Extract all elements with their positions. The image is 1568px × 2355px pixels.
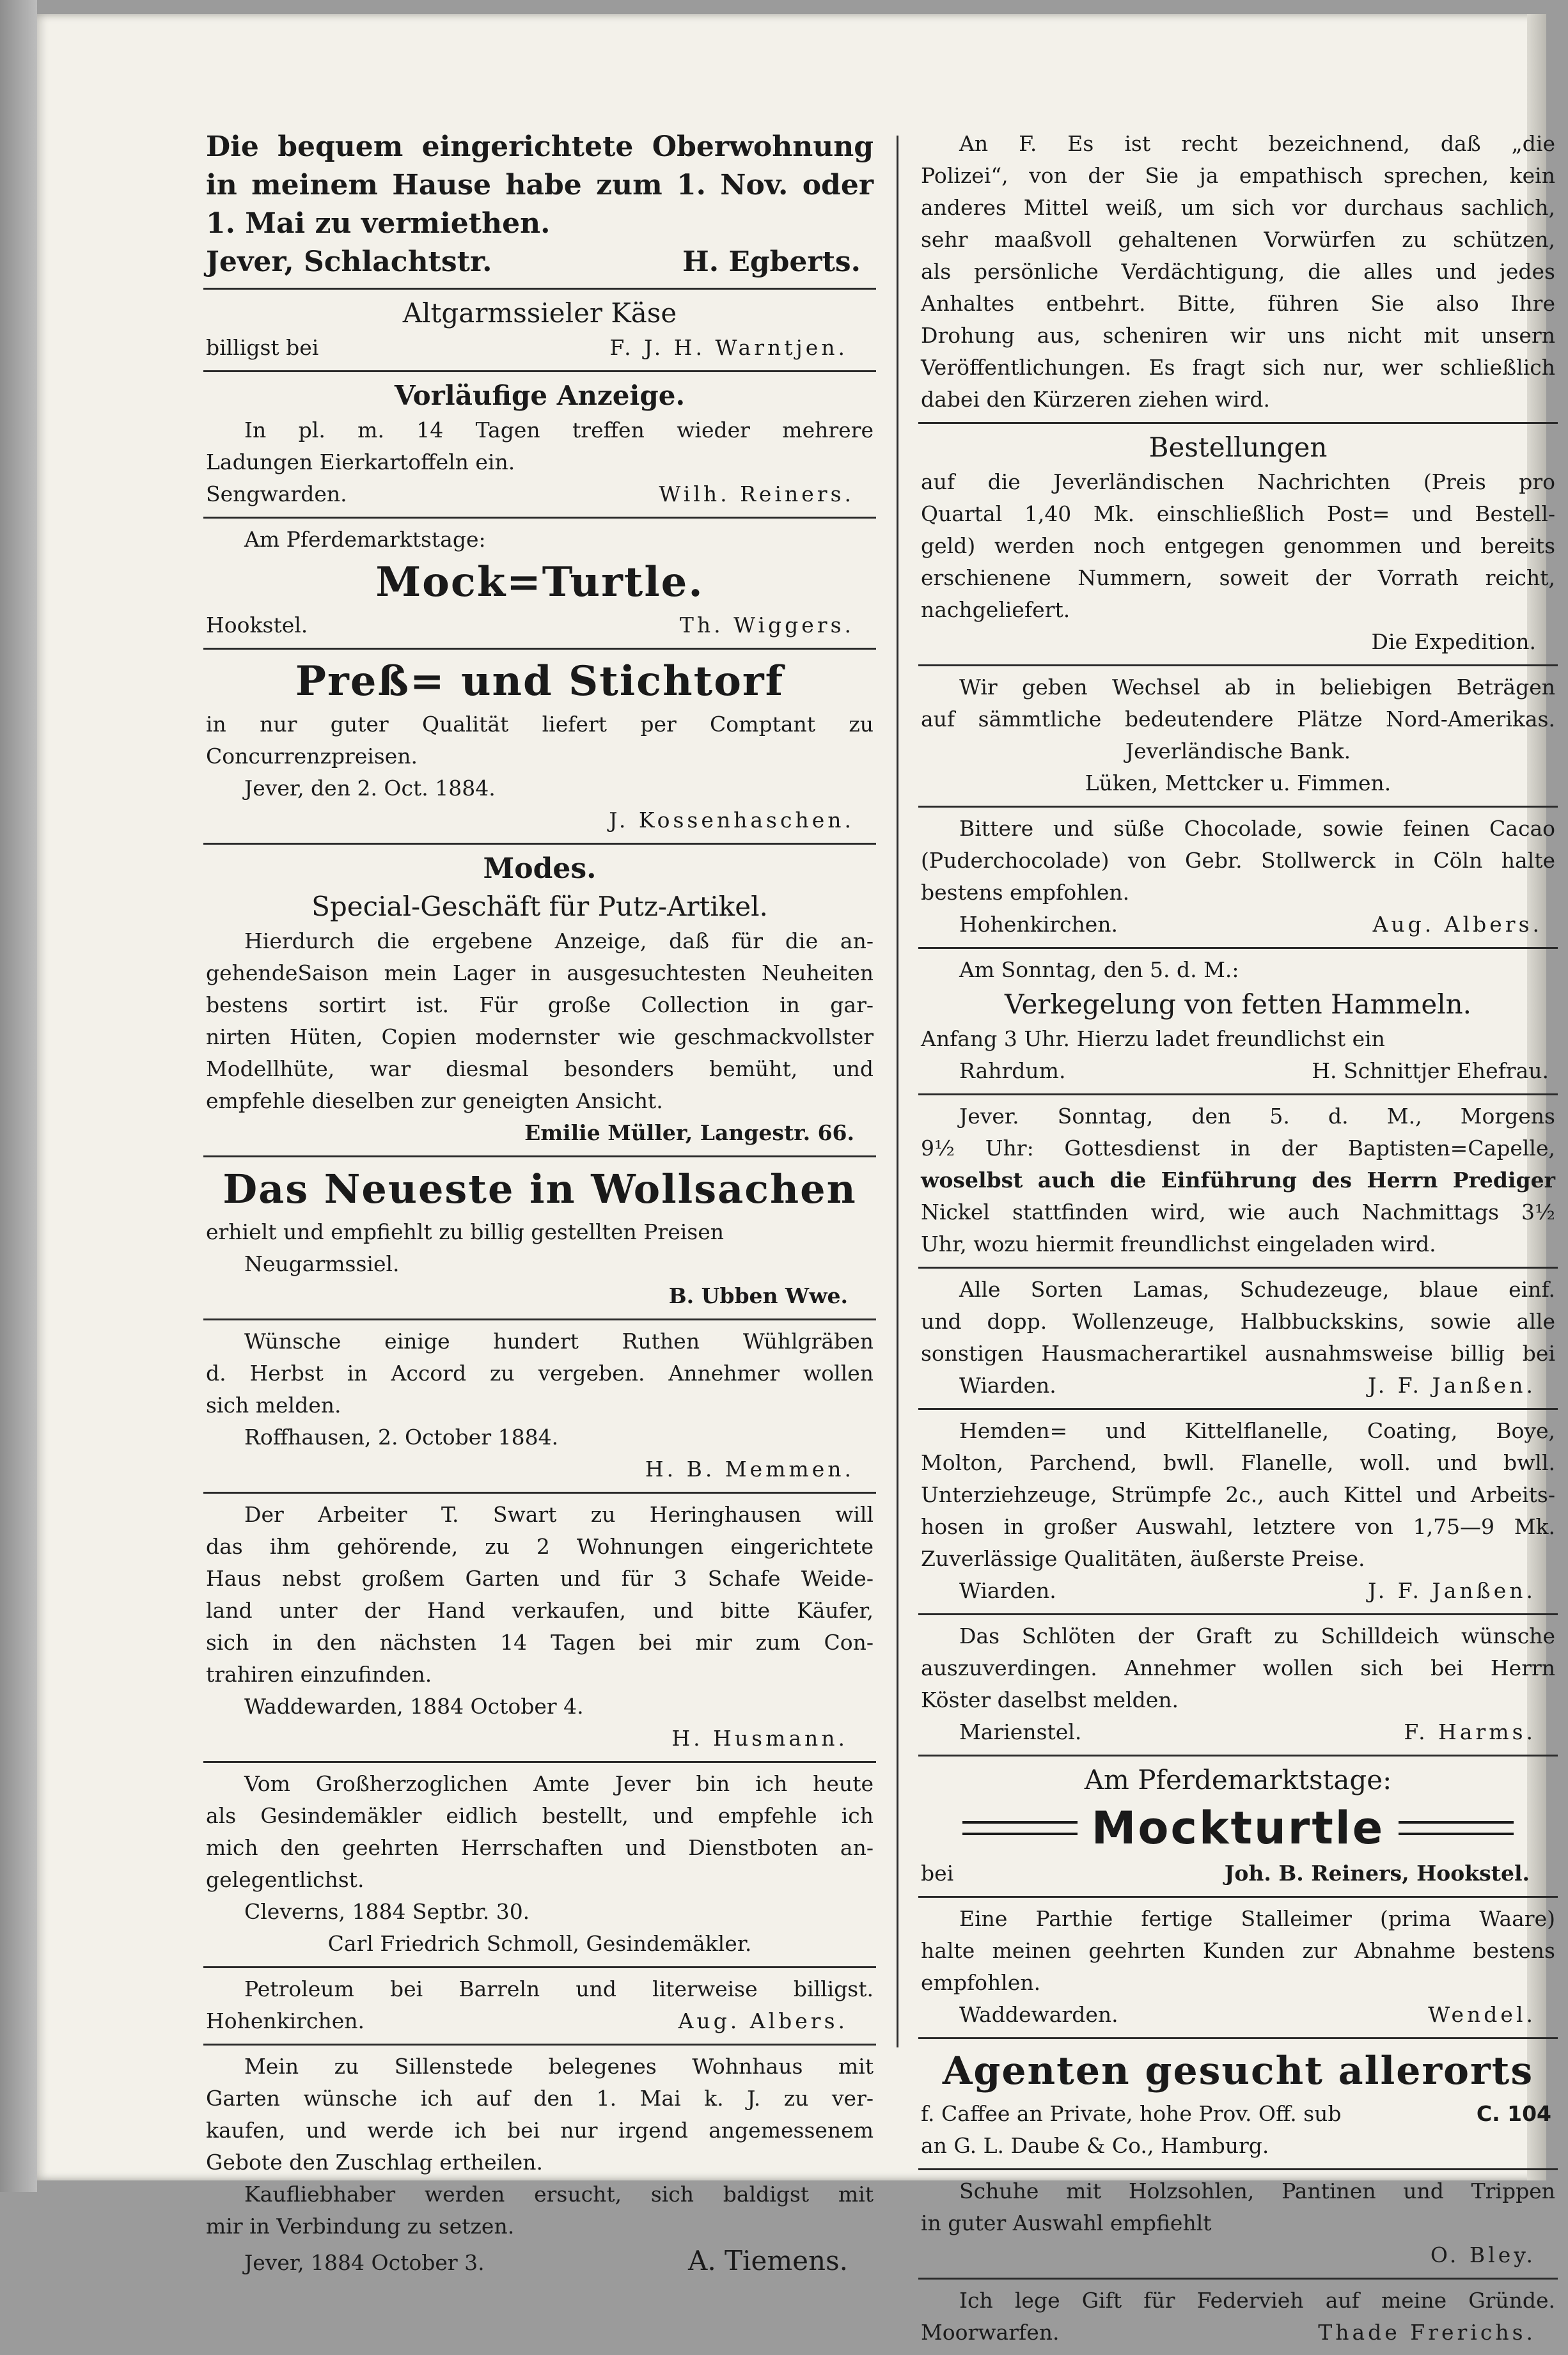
- ad-text: nachgeliefert.: [921, 597, 1070, 622]
- ad-signature: Die Expedition.: [1371, 629, 1536, 654]
- ad-place: Moorwarfen.: [921, 2320, 1060, 2345]
- ad-text: Jever. Sonntag, den 5. d. M., Morgens: [959, 1104, 1555, 1129]
- ad-text: dabei den Kürzeren ziehen wird.: [921, 387, 1270, 412]
- ad-signature: H. B. Memmen.: [645, 1457, 854, 1482]
- ad-signature: B. Ubben Wwe.: [668, 1283, 848, 1308]
- ad-signature: J. F. Janßen.: [1368, 1373, 1536, 1398]
- ad-text: nirten Hüten, Copien modernster wie geschmackvollster: [206, 1024, 874, 1049]
- ad-signature: F. J. H. Warntjen.: [609, 335, 848, 360]
- ad-text: sonstigen Hausmacherartikel ausnahmsweise billig bei: [921, 1341, 1555, 1366]
- ad-text: Schuhe mit Holzsohlen, Pantinen und Trippen: [959, 2179, 1555, 2203]
- ad-text: empfehle dieselben zur geneigten Ansicht.: [206, 1088, 663, 1113]
- ad-graft: [918, 1615, 1558, 1756]
- ad-text: d. Herbst in Accord zu vergeben. Annehmer wollen: [206, 1361, 874, 1386]
- ad-code: C. 104: [1476, 2101, 1551, 2126]
- ad-date: Jever, 1884 October 3.: [244, 2250, 485, 2275]
- ad-date: Cleverns, 1884 Septbr. 30.: [244, 1899, 530, 1924]
- ad-verkegelung: [918, 949, 1558, 1095]
- ad-gift-federvieh: [918, 2280, 1558, 2355]
- ad-text: land unter der Hand verkaufen, und bitte Käufer,: [206, 1598, 874, 1623]
- ad-text: Concurrenzpreisen.: [206, 744, 418, 769]
- ad-place: Sengwarden.: [206, 481, 347, 506]
- ad-signature: J. Kossenhaschen.: [609, 808, 854, 833]
- ad-text: Vom Großherzoglichen Amte Jever bin ich heute: [244, 1771, 874, 1796]
- ad-place: Rahrdum.: [959, 1058, 1066, 1083]
- ad-text: als persönliche Verdächtigung, die alles und jedes: [921, 259, 1555, 284]
- ad-place: Neugarmssiel.: [244, 1251, 400, 1276]
- ad-text: Ich lege Gift für Federvieh auf meine Gründe.: [959, 2288, 1555, 2313]
- ad-agenten: [918, 2039, 1558, 2170]
- ad-text: Alle Sorten Lamas, Schudezeuge, blaue einf.: [959, 1277, 1555, 1302]
- ad-mock-turtle: [203, 519, 876, 650]
- ad-subtitle: Special-Geschäft für Putz-Artikel.: [311, 891, 768, 922]
- double-rule: [962, 1821, 1078, 1835]
- ad-text: und dopp. Wollenzeuge, Halbbuckskins, sowie alle: [921, 1309, 1555, 1334]
- ad-signature: Lüken, Mettcker u. Fimmen.: [1085, 771, 1392, 795]
- ad-text: Am Sonntag, den 5. d. M.:: [959, 957, 1239, 982]
- left-column: [203, 123, 876, 2276]
- ad-chocolade: [918, 808, 1558, 949]
- ad-text: Drohung aus, scheniren wir uns nicht mit unsern: [921, 323, 1555, 348]
- ad-signature: Emilie Müller, Langestr. 66.: [524, 1120, 854, 1145]
- ad-headline: in meinem Hause habe zum 1. Nov. oder: [206, 169, 874, 201]
- ad-date: Roffhausen, 2. October 1884.: [244, 1425, 559, 1450]
- ad-text: sehr maaßvoll gehaltenen Vorwürfen zu schützen,: [921, 227, 1555, 252]
- ad-text: hosen in großer Auswahl, letztere von 1,75—9 Mk.: [921, 1514, 1555, 1539]
- ad-headline: Die bequem eingerichtete Oberwohnung: [206, 130, 874, 163]
- ad-text: Unterziehzeuge, Strümpfe 2c., auch Kittel und Arbeits-: [921, 1482, 1555, 1507]
- ad-text: bestens empfohlen.: [921, 880, 1130, 905]
- ad-signature: Th. Wiggers.: [679, 613, 854, 638]
- ad-text: 9½ Uhr: Gottesdienst in der Baptisten=Capelle,: [921, 1136, 1555, 1161]
- ad-modes: [203, 845, 876, 1157]
- ad-text: Haus nebst großem Garten und für 3 Schafe Weide-: [206, 1566, 874, 1591]
- ad-text: Am Pferdemarktstage:: [244, 527, 486, 552]
- scan-background: [0, 0, 37, 2192]
- ad-text: Modellhüte, war diesmal besonders bemüht, und: [206, 1056, 874, 1081]
- ad-lamas: [918, 1269, 1558, 1410]
- ad-text: trahiren einzufinden.: [206, 1662, 432, 1687]
- ad-signature: H. Schnittjer Ehefrau.: [1312, 1058, 1549, 1083]
- ad-signature: A. Tiemens.: [688, 2245, 848, 2276]
- ad-flanelle: [918, 1410, 1558, 1615]
- ad-text: Der Arbeiter T. Swart zu Heringhausen will: [244, 1502, 874, 1527]
- ad-wollsachen: [203, 1157, 876, 1320]
- ad-signature: Thade Frerichs.: [1318, 2320, 1536, 2345]
- ad-text: Ladungen Eierkartoffeln ein.: [206, 450, 515, 474]
- ad-gesindemaekler: [203, 1763, 876, 1968]
- ad-text: Zuverlässige Qualitäten, äußerste Preise.: [921, 1546, 1365, 1571]
- ad-text: Wir geben Wechsel ab in beliebigen Beträgen: [959, 675, 1555, 700]
- ad-signature: F. Harms.: [1404, 1719, 1536, 1744]
- ad-text: Am Pferdemarktstage:: [1084, 1764, 1392, 1796]
- ad-title: Altgarmssieler Käse: [402, 297, 677, 329]
- ad-oberwohnung: [203, 123, 876, 290]
- ad-signature: H. Egberts.: [682, 246, 861, 278]
- ad-text: Nickel stattfinden wird, wie auch Nachmittags 3½: [921, 1200, 1555, 1224]
- ad-place: Hookstel.: [206, 613, 308, 638]
- ad-text: In pl. m. 14 Tagen treffen wieder mehrere: [244, 418, 874, 442]
- ad-petroleum: [203, 1968, 876, 2046]
- mockturtle-banner: [921, 1799, 1555, 1858]
- ad-wechsel: [918, 666, 1558, 808]
- ad-text: bei: [921, 1861, 954, 1886]
- ad-place: Wiarden.: [959, 1578, 1056, 1603]
- ad-text: f. Caffee an Private, hohe Prov. Off. sub: [921, 2101, 1342, 2126]
- ad-text: sich in den nächsten 14 Tagen bei mir zum Con-: [206, 1630, 874, 1655]
- column-divider: [897, 136, 898, 2047]
- ad-text: sich melden.: [206, 1393, 341, 1418]
- ad-text: als Gesindemäkler eidlich bestellt, und empfehle ich: [206, 1803, 874, 1828]
- ad-text: in nur guter Qualität liefert per Comptant zu: [206, 712, 874, 737]
- ad-text: Garten wünsche ich auf den 1. Mai k. J. zu ver-: [206, 2086, 874, 2111]
- ad-signature: Carl Friedrich Schmoll, Gesindemäkler.: [327, 1931, 752, 1956]
- ad-text: Jeverländische Bank.: [1125, 739, 1351, 763]
- ad-wohnhaus-sillenstede: [203, 2046, 876, 2286]
- ad-kaese: [203, 290, 876, 372]
- ad-place: Jever, Schlachtstr.: [206, 246, 492, 278]
- ad-title: Mockturtle: [1091, 1802, 1385, 1854]
- ad-text: kaufen, und werde ich bei nur irgend angemessenem: [206, 2118, 874, 2143]
- ad-text: auszuverdingen. Annehmer wollen sich bei Herrn: [921, 1655, 1555, 1680]
- ad-signature: Aug. Albers.: [1372, 912, 1542, 937]
- ad-bestellungen: [918, 424, 1558, 666]
- ad-text: An F. Es ist recht bezeichnend, daß „die: [959, 131, 1555, 156]
- ad-place: Hohenkirchen.: [959, 912, 1118, 937]
- ad-text: Petroleum bei Barreln und literweise billigst.: [244, 1976, 874, 2001]
- ad-text: Köster daselbst melden.: [921, 1687, 1179, 1712]
- ad-text: Kaufliebhaber werden ersucht, sich baldigst mit: [244, 2182, 874, 2207]
- ad-mockturtle: [918, 1756, 1558, 1898]
- ad-title: Verkegelung von fetten Hammeln.: [1004, 989, 1472, 1020]
- ad-text: an G. L. Daube & Co., Hamburg.: [921, 2133, 1269, 2158]
- ad-text: Molton, Parchend, bwll. Flanelle, woll. und bwll.: [921, 1450, 1555, 1475]
- ad-text: Bittere und süße Chocolade, sowie feinen Cacao: [959, 816, 1555, 841]
- ad-stalleimer: [918, 1898, 1558, 2039]
- ad-text: woselbst auch die Einführung des Herrn Prediger: [921, 1168, 1555, 1193]
- ad-presstorf: [203, 650, 876, 845]
- ad-text: Eine Parthie fertige Stalleimer (prima Waare): [959, 1906, 1555, 1931]
- ad-date: Waddewarden, 1884 October 4.: [244, 1694, 584, 1719]
- ad-text: Quartal 1,40 Mk. einschließlich Post= und Bestell-: [921, 501, 1555, 526]
- ad-gottesdienst: [918, 1095, 1558, 1269]
- ad-text: Polizei“, von der Sie ja empathisch sprechen, kein: [921, 163, 1555, 188]
- ad-signature: Aug. Albers.: [678, 2008, 848, 2033]
- ad-text: Mein zu Sillenstede belegenes Wohnhaus mit: [244, 2054, 874, 2079]
- ad-text: Hierdurch die ergebene Anzeige, daß für die an-: [244, 928, 874, 953]
- ad-text: anderes Mittel weiß, um sich vor durchaus sachlich,: [921, 195, 1555, 220]
- ad-text: billigst bei: [206, 335, 319, 360]
- ad-text: empfohlen.: [921, 1970, 1041, 1995]
- ad-text: Anfang 3 Uhr. Hierzu ladet freundlichst ein: [921, 1026, 1385, 1051]
- ad-text: Hemden= und Kittelflanelle, Coating, Boye,: [959, 1418, 1555, 1443]
- ad-title: Vorläufige Anzeige.: [394, 380, 686, 411]
- ad-text: (Puderchocolade) von Gebr. Stollwerck in Cöln halte: [921, 848, 1555, 873]
- ad-signature: Wendel.: [1428, 2002, 1536, 2027]
- right-column: [918, 123, 1558, 2345]
- ad-text: erschienene Nummern, soweit der Vorrath reicht,: [921, 565, 1555, 590]
- ad-text: mir in Verbindung zu setzen.: [206, 2214, 515, 2239]
- newspaper-page: [37, 14, 1555, 2345]
- ad-an-f: [918, 123, 1558, 424]
- ad-text: mich den geehrten Herrschaften und Dienstboten an-: [206, 1835, 874, 1860]
- ad-text: Veröffentlichungen. Es fragt sich nur, wer schließlich: [921, 355, 1555, 380]
- ad-title: Modes.: [483, 852, 597, 885]
- ad-text: bestens sortirt ist. Für große Collection in gar-: [206, 992, 874, 1017]
- ad-date: Jever, den 2. Oct. 1884.: [244, 776, 496, 801]
- ad-wuehlgraeben: [203, 1320, 876, 1494]
- ad-title: Das Neueste in Wollsachen: [223, 1166, 857, 1212]
- ad-text: Uhr, wozu hiermit freundlichst eingeladen wird.: [921, 1232, 1436, 1256]
- double-rule: [1399, 1821, 1514, 1835]
- ad-signature: Joh. B. Reiners, Hookstel.: [1224, 1861, 1530, 1886]
- ad-signature: H. Husmann.: [671, 1726, 848, 1751]
- ad-hausverkauf-swart: [203, 1494, 876, 1763]
- ad-text: auf die Jeverländischen Nachrichten (Preis pro: [921, 469, 1555, 494]
- ad-text: Anhaltes entbehrt. Bitte, führen Sie also Ihre: [921, 291, 1555, 316]
- ad-text: gehendeSaison mein Lager in ausgesuchtesten Neuheiten: [206, 960, 874, 985]
- ad-signature: O. Bley.: [1430, 2242, 1536, 2267]
- ad-title: Preß= und Stichtorf: [295, 657, 785, 705]
- ad-text: geld) werden noch entgegen genommen und bereits: [921, 533, 1555, 558]
- ad-place: Waddewarden.: [959, 2002, 1118, 2027]
- ad-place: Marienstel.: [959, 1719, 1082, 1744]
- ad-text: in guter Auswahl empfiehlt: [921, 2210, 1212, 2235]
- ad-signature: Wilh. Reiners.: [659, 481, 854, 506]
- ad-text: erhielt und empfiehlt zu billig gestellten Preisen: [206, 1219, 724, 1244]
- ad-text: halte meinen geehrten Kunden zur Abnahme bestens: [921, 1938, 1555, 1963]
- ad-text: Wünsche einige hundert Ruthen Wühlgräben: [244, 1329, 874, 1354]
- ad-title: Agenten gesucht allerorts: [942, 2049, 1534, 2093]
- ad-text: gelegentlichst.: [206, 1867, 365, 1892]
- ad-title: Mock=Turtle.: [375, 558, 704, 606]
- ad-text: Das Schlöten der Graft zu Schilldeich wünsche: [959, 1623, 1555, 1648]
- ad-headline: 1. Mai zu vermiethen.: [206, 207, 551, 240]
- ad-vorlaeufige-anzeige: [203, 372, 876, 519]
- ad-place: Wiarden.: [959, 1373, 1056, 1398]
- ad-title: Bestellungen: [1149, 432, 1328, 463]
- ad-text: Gebote den Zuschlag ertheilen.: [206, 2150, 543, 2175]
- ad-place: Hohenkirchen.: [206, 2008, 365, 2033]
- ad-text: auf sämmtliche bedeutendere Plätze Nord-Amerikas.: [921, 707, 1555, 732]
- ad-schuhe: [918, 2170, 1558, 2280]
- ad-text: das ihm gehörende, zu 2 Wohnungen eingerichtete: [206, 1534, 874, 1559]
- ad-signature: J. F. Janßen.: [1368, 1578, 1536, 1603]
